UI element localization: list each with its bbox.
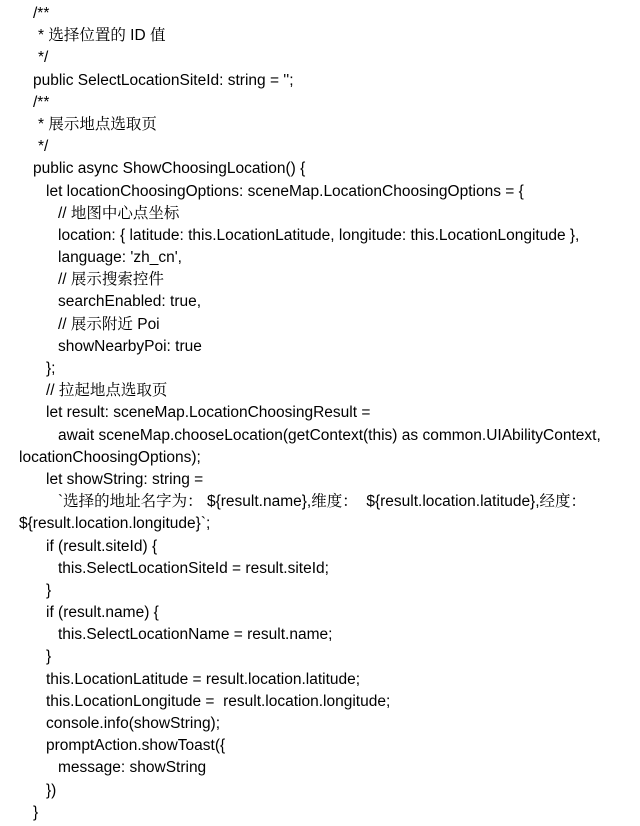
code-line: searchEnabled: true, xyxy=(58,293,202,311)
code-line: this.LocationLatitude = result.location.latitude; xyxy=(46,670,361,688)
code-line: } xyxy=(46,648,52,666)
code-line: // 拉起地点选取页 xyxy=(46,382,168,400)
code-line: if (result.name) { xyxy=(46,604,159,622)
code-line: language: 'zh_cn', xyxy=(58,249,182,267)
code-line: }) xyxy=(46,781,57,799)
code-line: message: showString xyxy=(58,759,207,777)
code-line: */ xyxy=(38,138,49,156)
code-line: this.SelectLocationSiteId = result.siteId; xyxy=(58,559,329,577)
code-line: // 展示搜索控件 xyxy=(58,271,164,289)
code-line: public SelectLocationSiteId: string = ''; xyxy=(33,71,294,89)
code-line: this.SelectLocationName = result.name; xyxy=(58,626,333,644)
code-line: showNearbyPoi: true xyxy=(58,337,202,355)
code-line: /** xyxy=(33,5,50,22)
code-line: let locationChoosingOptions: sceneMap.LocationChoosingOptions = { xyxy=(46,182,524,200)
code-line: let showString: string = xyxy=(46,470,204,488)
code-line: }; xyxy=(46,360,56,377)
code-line: console.info(showString); xyxy=(46,715,221,732)
code-line: } xyxy=(33,803,39,821)
code-line: // 展示附近 Poi xyxy=(58,315,160,333)
code-line: */ xyxy=(38,49,49,67)
code-line: this.LocationLongitude = result.location.longitude; xyxy=(46,692,391,710)
code-line: if (result.siteId) { xyxy=(46,537,158,555)
code-line: location: { latitude: this.LocationLatitude, longitude: this.LocationLongitude }, xyxy=(58,226,580,244)
code-line: `选择的地址名字为： ${result.name},维度： ${result.location.latitude},经度： xyxy=(58,493,587,511)
code-line: * 展示地点选取页 xyxy=(38,115,157,133)
code-line: promptAction.showToast({ xyxy=(46,737,226,755)
code-line: /** xyxy=(33,93,50,111)
code-line: public async ShowChoosingLocation() { xyxy=(33,160,306,178)
code-line: * 选择位置的 ID 值 xyxy=(38,27,166,45)
code-line: let result: sceneMap.LocationChoosingResult = xyxy=(46,404,371,422)
code-line: locationChoosingOptions); xyxy=(19,448,201,466)
code-line: // 地图中心点坐标 xyxy=(58,204,180,222)
code-line: await sceneMap.chooseLocation(getContext(this) as common.UIAbilityContext, xyxy=(58,426,601,444)
code-line: } xyxy=(46,581,52,599)
code-line: ${result.location.longitude}`; xyxy=(19,515,211,533)
